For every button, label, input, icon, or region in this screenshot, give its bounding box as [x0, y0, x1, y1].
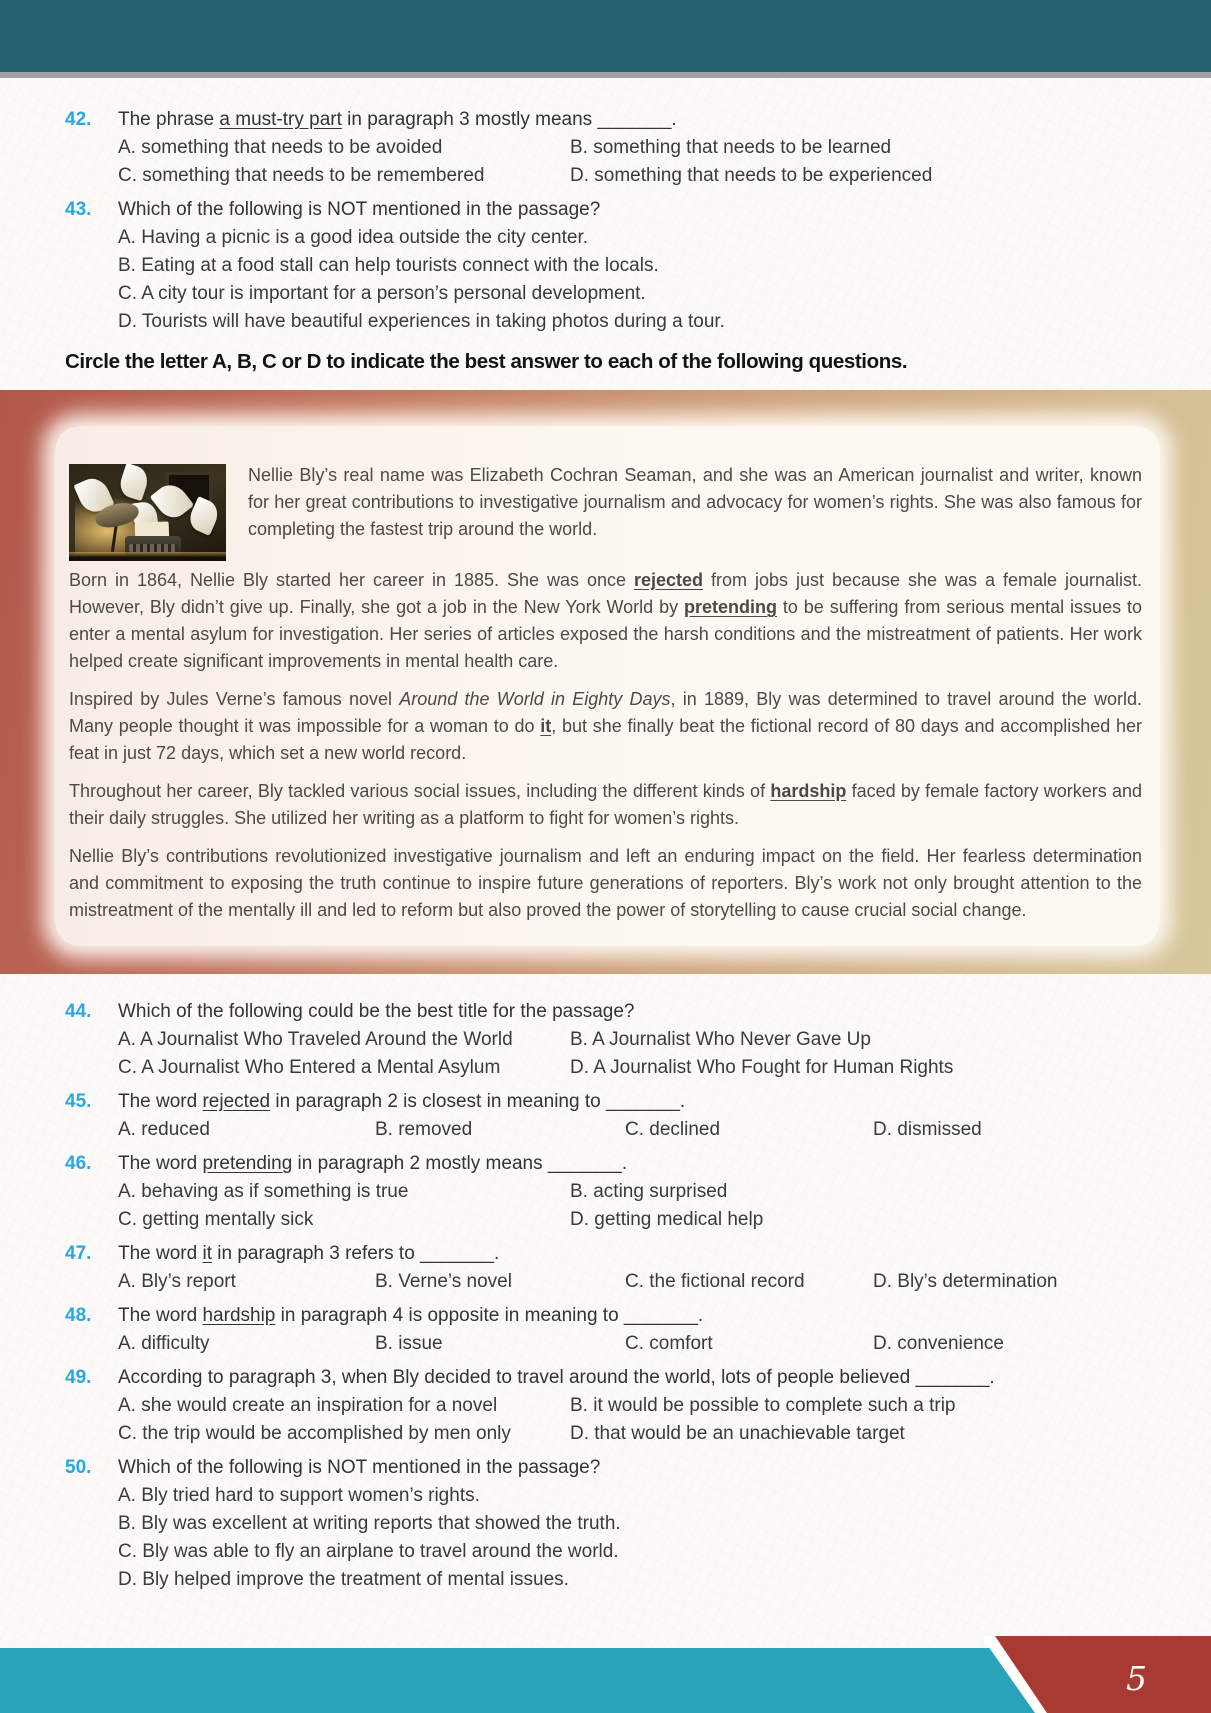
- page-number: 5: [1126, 1659, 1147, 1698]
- option-b: B. Eating at a food stall can help tourists connect with the locals.: [118, 255, 659, 276]
- question-text: The word rejected in paragraph 2 is closest in meaning to _______.: [118, 1091, 686, 1112]
- option-d: D. getting medical help: [570, 1209, 764, 1230]
- question-46: [65, 1150, 1155, 1234]
- page-content: [65, 106, 1155, 1600]
- question-number: 45.: [65, 1091, 92, 1112]
- option-c: C. comfort: [625, 1333, 713, 1354]
- option-d: D. that would be an unachievable target: [570, 1423, 905, 1444]
- passage-panel: [55, 426, 1160, 946]
- option-d: D. convenience: [873, 1333, 1004, 1354]
- options: [118, 1392, 1155, 1448]
- paragraph-5: Nellie Bly’s contributions revolutionized investigative journalism and left an enduring impact on the field. Her fearless determination and commitment to exposing the truth continue to inspire future generations of reporters. Bly’s work not only brought attention to the mistreatment of the mentally ill and led to reform but also proved the power of storytelling to cause crucial social change.: [69, 846, 1142, 920]
- options: [118, 134, 1155, 190]
- options: [118, 1330, 1155, 1358]
- reading-passage-box: [0, 390, 1211, 974]
- option-a: A. she would create an inspiration for a novel: [118, 1395, 498, 1416]
- option-b: B. removed: [375, 1119, 473, 1140]
- header-gray-strip: [0, 72, 1211, 78]
- underlined-term: hardship: [202, 1305, 276, 1326]
- option-c: C. A city tour is important for a person’s personal development.: [118, 283, 646, 304]
- question-number: 50.: [65, 1457, 92, 1478]
- question-44: [65, 998, 1155, 1082]
- option-a: A. behaving as if something is true: [118, 1181, 409, 1202]
- question-text: Which of the following is NOT mentioned in the passage?: [118, 1457, 601, 1478]
- passage-text: [69, 462, 1142, 924]
- option-b: B. Verne’s novel: [375, 1271, 512, 1292]
- option-a: A. difficulty: [118, 1333, 210, 1354]
- option-d: D. Bly’s determination: [873, 1271, 1058, 1292]
- section-instruction: Circle the letter A, B, C or D to indicate the best answer to each of the following questions.: [65, 350, 908, 373]
- question-text: Which of the following could be the best title for the passage?: [118, 1001, 635, 1022]
- question-text: The word it in paragraph 3 refers to _______.: [118, 1243, 500, 1264]
- question-number: 48.: [65, 1305, 92, 1326]
- flying-paper: [117, 464, 152, 501]
- option-d: D. A Journalist Who Fought for Human Rights: [570, 1057, 954, 1078]
- question-45: [65, 1088, 1155, 1144]
- paragraph-3: Inspired by Jules Verne’s famous novel Around the World in Eighty Days, in 1889, Bly was determined to travel around the world. Many people thought it was impossible for a woman to do it, but she finally beat the fictional record of 80 days and accomplished her feat in just 72 days, which set a new world record.: [69, 689, 1142, 763]
- question-43: [65, 196, 1155, 336]
- question-48: [65, 1302, 1155, 1358]
- option-b: B. acting surprised: [570, 1181, 728, 1202]
- desk: [69, 552, 226, 561]
- question-text: According to paragraph 3, when Bly decided to travel around the world, lots of people believed _______.: [118, 1367, 995, 1388]
- question-number: 49.: [65, 1367, 92, 1388]
- question-number: 46.: [65, 1153, 92, 1174]
- underlined-term: pretending: [202, 1153, 293, 1174]
- option-c: C. the trip would be accomplished by men only: [118, 1423, 511, 1444]
- question-text: Which of the following is NOT mentioned in the passage?: [118, 199, 601, 220]
- options: [118, 1268, 1155, 1296]
- option-d: D. Bly helped improve the treatment of mental issues.: [118, 1569, 569, 1590]
- option-c: C. the fictional record: [625, 1271, 805, 1292]
- paragraph-4: Throughout her career, Bly tackled various social issues, including the different kinds of hardship faced by female factory workers and their daily struggles. She utilized her writing as a platform to fight for women’s rights.: [69, 781, 1142, 828]
- paragraph-1: Nellie Bly’s real name was Elizabeth Cochran Seaman, and she was an American journalist and writer, known for her great contributions to investigative journalism and advocacy for women’s rights. She was also famous for completing the fastest trip around the world.: [248, 465, 1142, 539]
- underlined-term: a must-try part: [219, 109, 342, 130]
- paragraph-2: Born in 1864, Nellie Bly started her career in 1885. She was once rejected from jobs just because she was a female journalist. However, Bly didn’t give up. Finally, she got a job in the New York World by pretending to be suffering from serious mental issues to enter a mental asylum for investigation. Her series of articles exposed the harsh conditions and the mistreatment of patients. Her work helped create significant improvements in mental health care.: [69, 570, 1142, 671]
- option-c: C. A Journalist Who Entered a Mental Asylum: [118, 1057, 501, 1078]
- typewriter-keys: [129, 544, 177, 552]
- question-47: [65, 1240, 1155, 1296]
- underlined-term: it: [202, 1243, 212, 1264]
- keyword-it: it: [540, 716, 552, 736]
- option-b: B. issue: [375, 1333, 443, 1354]
- question-text: The word hardship in paragraph 4 is opposite in meaning to _______.: [118, 1305, 704, 1326]
- option-d: D. dismissed: [873, 1119, 982, 1140]
- underlined-term: rejected: [202, 1091, 271, 1112]
- option-b: B. something that needs to be learned: [570, 137, 892, 158]
- top-header-bar: [0, 0, 1211, 72]
- passage-photo: [69, 464, 226, 561]
- question-42: [65, 106, 1155, 190]
- question-text: The phrase a must-try part in paragraph 3 mostly means _______.: [118, 109, 677, 130]
- options: [118, 1026, 1155, 1082]
- option-d: D. Tourists will have beautiful experiences in taking photos during a tour.: [118, 311, 725, 332]
- options: [118, 1116, 1155, 1144]
- question-number: 43.: [65, 199, 92, 220]
- question-number: 47.: [65, 1243, 92, 1264]
- option-a: A. Bly’s report: [118, 1271, 236, 1292]
- option-a: A. Having a picnic is a good idea outside the city center.: [118, 227, 588, 248]
- option-a: A. something that needs to be avoided: [118, 137, 443, 158]
- option-a: A. A Journalist Who Traveled Around the World: [118, 1029, 513, 1050]
- options: [118, 1178, 1155, 1234]
- question-text: The word pretending in paragraph 2 mostly means _______.: [118, 1153, 628, 1174]
- option-c: C. getting mentally sick: [118, 1209, 314, 1230]
- option-a: A. Bly tried hard to support women’s rights.: [118, 1485, 480, 1506]
- questions-44-50: [65, 998, 1155, 1594]
- options: [118, 1482, 1155, 1594]
- option-c: C. something that needs to be remembered: [118, 165, 485, 186]
- keyword-pretending: pretending: [683, 597, 777, 617]
- keyword-rejected: rejected: [633, 570, 704, 590]
- question-number: 44.: [65, 1001, 92, 1022]
- option-d: D. something that needs to be experienced: [570, 165, 933, 186]
- option-b: B. it would be possible to complete such a trip: [570, 1395, 956, 1416]
- option-c: C. declined: [625, 1119, 721, 1140]
- question-49: [65, 1364, 1155, 1448]
- option-b: B. A Journalist Who Never Gave Up: [570, 1029, 871, 1050]
- options: [118, 224, 1155, 336]
- option-b: B. Bly was excellent at writing reports that showed the truth.: [118, 1513, 621, 1534]
- book-title: Around the World in Eighty Days: [399, 689, 671, 709]
- keyword-hardship: hardship: [770, 781, 847, 801]
- question-50: [65, 1454, 1155, 1594]
- option-a: A. reduced: [118, 1119, 210, 1140]
- question-number: 42.: [65, 109, 92, 130]
- option-c: C. Bly was able to fly an airplane to travel around the world.: [118, 1541, 619, 1562]
